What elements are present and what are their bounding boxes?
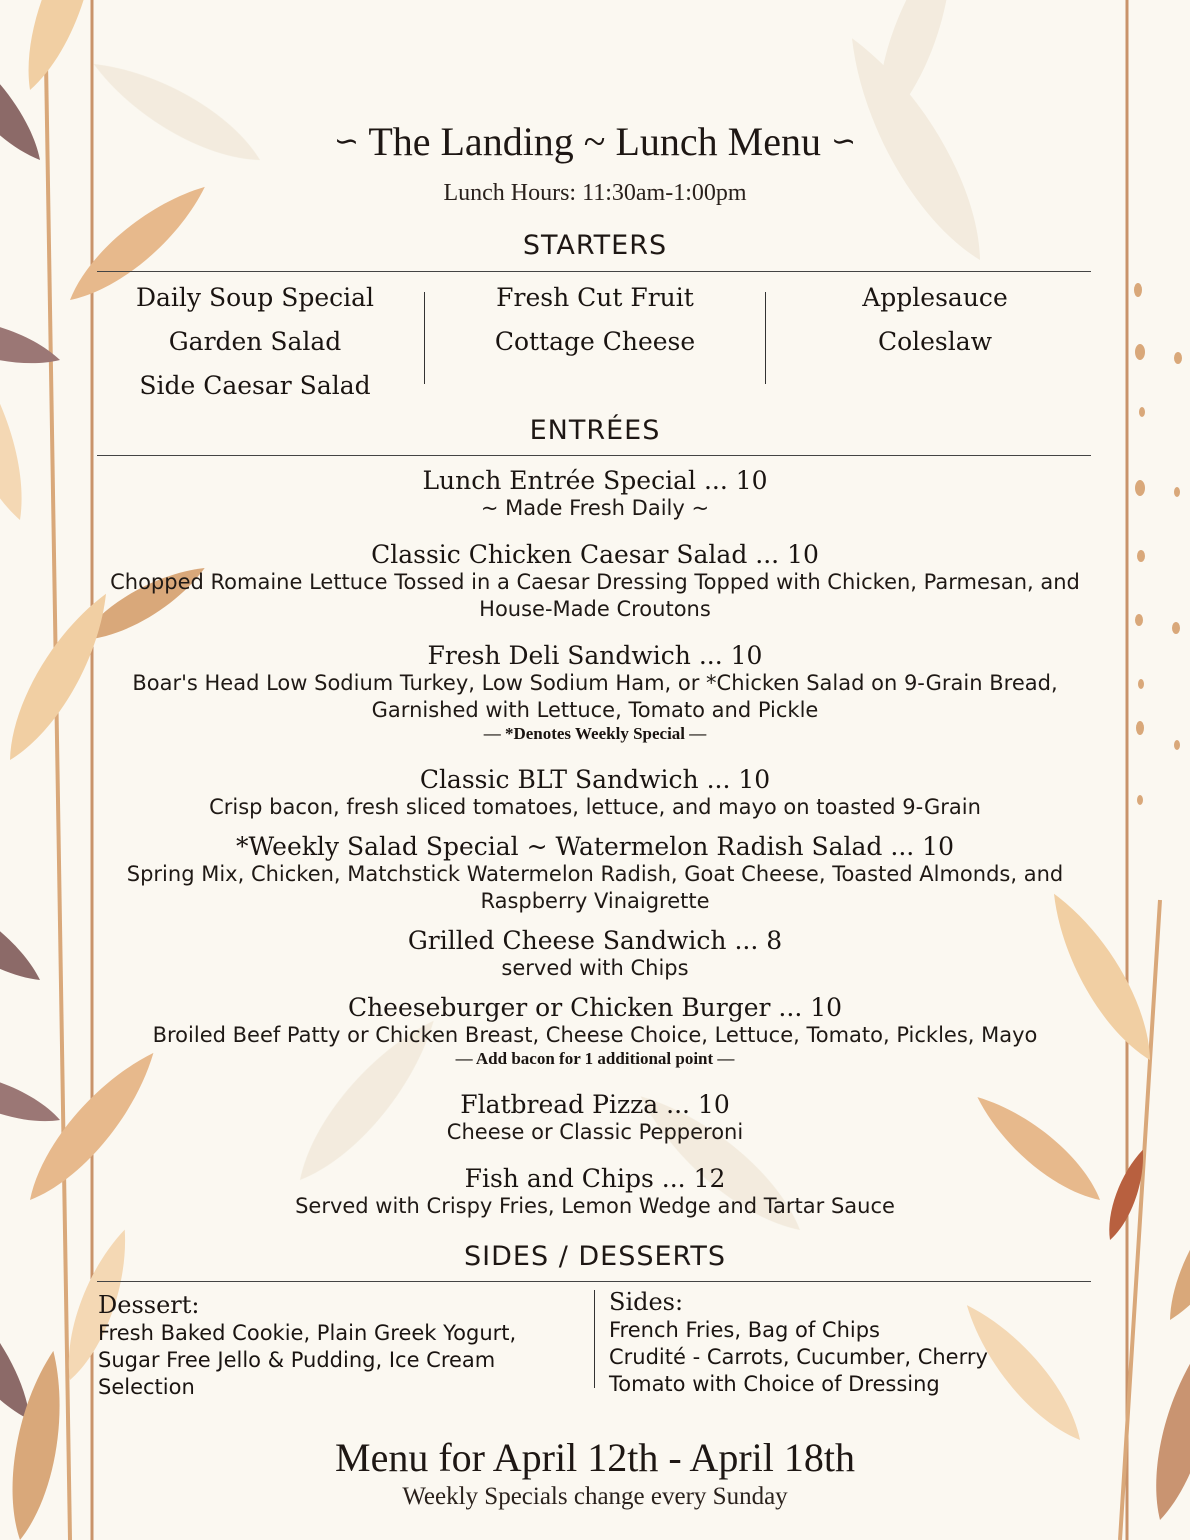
entrees-heading: ENTRÉES — [529, 415, 661, 446]
entree-name: *Weekly Salad Special ~ Watermelon Radish Salad ... 10 — [236, 832, 954, 861]
sides-desserts-heading: SIDES / DESSERTS — [464, 1241, 726, 1272]
entree-item — [90, 927, 1100, 982]
starters-column-1 — [90, 276, 420, 408]
dessert-list: Fresh Baked Cookie, Plain Greek Yogurt, Sugar Free Jello & Pudding, Ice Cream Selection — [98, 1321, 517, 1399]
entree-item — [90, 766, 1100, 821]
specials-note: Weekly Specials change every Sunday — [402, 1483, 788, 1510]
sides-line: Crudité - Carrots, Cucumber, Cherry Tomato with Choice of Dressing — [609, 1345, 988, 1396]
starter-item: Side Caesar Salad — [139, 371, 371, 400]
entree-item — [90, 1165, 1100, 1220]
entree-note: — Add bacon for 1 additional point — — [455, 1049, 735, 1068]
starter-item: Garden Salad — [168, 327, 342, 356]
flourish-left-icon: ∽ — [333, 125, 360, 158]
dessert-heading: Dessert: — [98, 1291, 200, 1319]
entree-description: Chopped Romaine Lettuce Tossed in a Caesar Dressing Topped with Chicken, Parmesan, and House-Made Croutons — [110, 570, 1080, 621]
entree-description: Boar's Head Low Sodium Turkey, Low Sodium Ham, or *Chicken Salad on 9-Grain Bread, Garnished with Lettuce, Tomato and Pickle — [132, 671, 1058, 722]
starters-column-2 — [430, 276, 760, 364]
entree-item — [90, 833, 1100, 915]
entree-item — [90, 642, 1100, 744]
starter-item: Coleslaw — [877, 327, 993, 356]
entree-description: Broiled Beef Patty or Chicken Breast, Cheese Choice, Lettuce, Tomato, Pickles, Mayo — [152, 1023, 1038, 1047]
entree-name: Classic Chicken Caesar Salad ... 10 — [371, 540, 819, 569]
entree-description: Served with Crispy Fries, Lemon Wedge and Tartar Sauce — [295, 1194, 895, 1218]
starters-divider — [97, 271, 1091, 272]
entree-item — [90, 1091, 1100, 1146]
starters-column-separator — [765, 292, 766, 384]
entree-name: Cheeseburger or Chicken Burger ... 10 — [347, 993, 843, 1022]
entree-note: — *Denotes Weekly Special — — [483, 724, 707, 743]
entree-description: Spring Mix, Chicken, Matchstick Watermelon Radish, Goat Cheese, Toasted Almonds, and Raspberry Vinaigrette — [126, 862, 1064, 913]
sides-heading: Sides: — [609, 1288, 684, 1316]
entree-name: Flatbread Pizza ... 10 — [460, 1090, 730, 1119]
entree-item — [90, 541, 1100, 623]
flourish-right-icon: ∽ — [830, 125, 857, 158]
starters-column-3 — [770, 276, 1100, 364]
entrees-divider — [97, 455, 1091, 456]
entree-description: served with Chips — [501, 956, 689, 980]
entree-description: Crisp bacon, fresh sliced tomatoes, lettuce, and mayo on toasted 9-Grain — [209, 795, 981, 819]
entree-item — [90, 994, 1100, 1069]
entree-name: Lunch Entrée Special ... 10 — [422, 466, 768, 495]
sides-block — [609, 1287, 1049, 1398]
entree-item — [90, 467, 1100, 522]
entree-name: Fish and Chips ... 12 — [464, 1164, 726, 1193]
menu-dates: Menu for April 12th - April 18th — [335, 1435, 855, 1480]
starter-item: Fresh Cut Fruit — [496, 283, 694, 312]
entree-name: Grilled Cheese Sandwich ... 8 — [407, 926, 783, 955]
menu-title-text: The Landing ~ Lunch Menu — [368, 119, 821, 164]
lunch-hours: Lunch Hours: 11:30am-1:00pm — [443, 180, 747, 206]
menu-title — [0, 118, 1190, 165]
starters-heading: STARTERS — [522, 230, 668, 261]
sides-column-separator — [594, 1290, 595, 1388]
dessert-block — [98, 1290, 568, 1401]
starter-item: Daily Soup Special — [135, 283, 375, 312]
entree-description: ~ Made Fresh Daily ~ — [480, 496, 710, 520]
starters-column-separator — [424, 292, 425, 384]
starter-item: Applesauce — [862, 283, 1008, 312]
entree-description: Cheese or Classic Pepperoni — [446, 1120, 744, 1144]
starter-item: Cottage Cheese — [494, 327, 696, 356]
entree-name: Fresh Deli Sandwich ... 10 — [427, 641, 763, 670]
entree-name: Classic BLT Sandwich ... 10 — [419, 765, 771, 794]
sides-line: French Fries, Bag of Chips — [609, 1318, 880, 1342]
sides-divider — [97, 1281, 1091, 1282]
